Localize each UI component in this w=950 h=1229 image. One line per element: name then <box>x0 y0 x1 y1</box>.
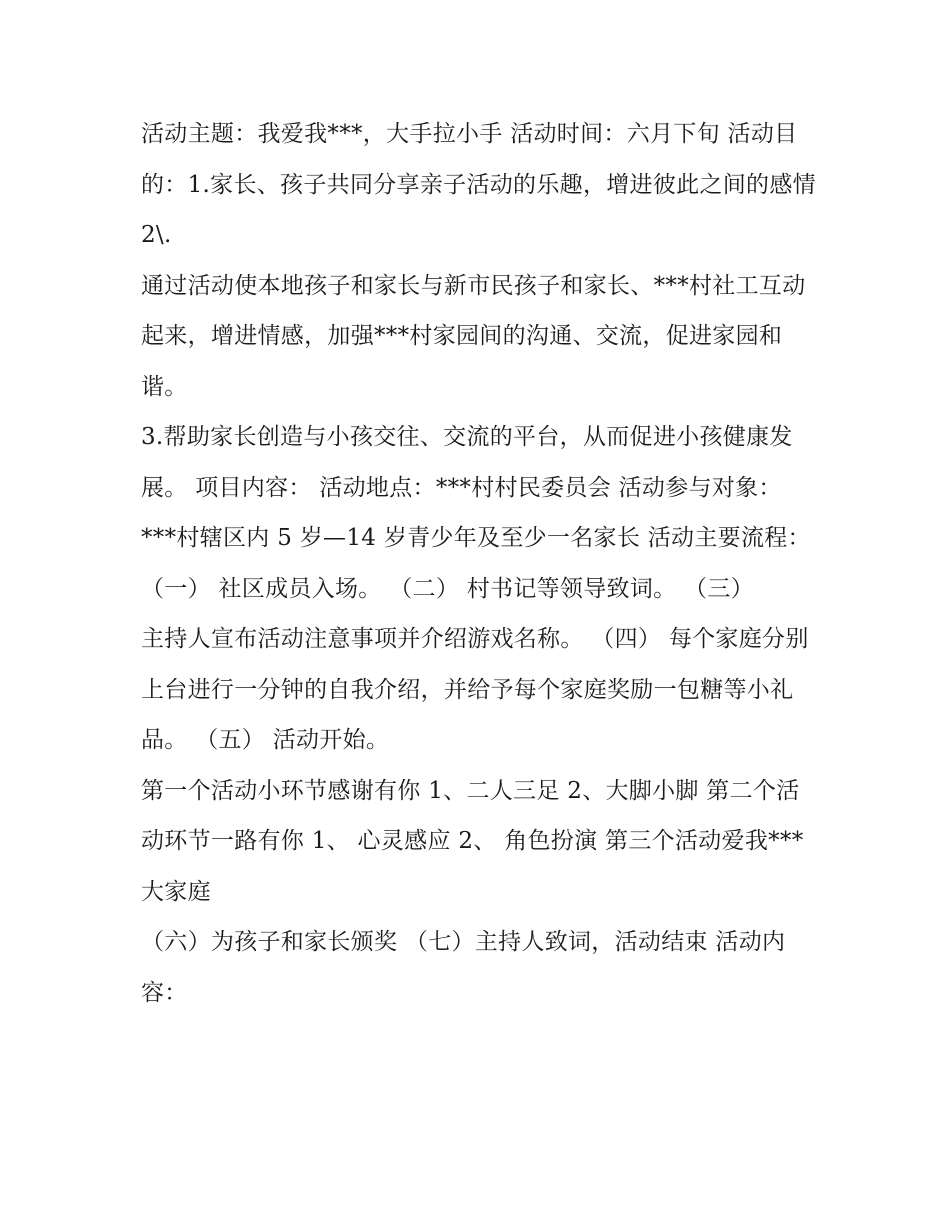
paragraph-participants-and-process: ***村辖区内 5 岁—14 岁青少年及至少一名家长 活动主要流程： （一） 社区成员入场。 （二） 村书记等领导致词。 （三） <box>141 525 819 602</box>
document-body <box>141 109 824 1018</box>
paragraph-activity-segments: 第一个活动小环节感谢有你 1、二人三足 2、大脚小脚 第二个活动环节一路有你 1、 心灵感应 2、 角色扮演 第三个活动爱我***大家庭 <box>141 777 804 905</box>
paragraph-activity-theme: 活动主题：我爱我***，大手拉小手 活动时间：六月下旬 活动目的：1.家长、孩子共同分享亲子活动的乐趣，增进彼此之间的感情 2\. <box>141 121 824 248</box>
paragraph-activity-purpose: 通过活动使本地孩子和家长与新市民孩子和家长、***村社工互动起来，增进情感，加强***村家园间的沟通、交流，促进家园和谐。 <box>141 272 806 400</box>
paragraph-host-announcement: 主持人宣布活动注意事项并介绍游戏名称。 （四） 每个家庭分别上台进行一分钟的自我介绍，并给予每个家庭奖励一包糖等小礼品。 （五） 活动开始。 <box>141 626 809 753</box>
paragraph-platform-and-location: 3.帮助家长创造与小孩交往、交流的平台，从而促进小孩健康发展。 项目内容： 活动地点：***村村民委员会 活动参与对象： <box>141 424 793 501</box>
paragraph-awards-and-closing: （六）为孩子和家长颁奖 （七）主持人致词，活动结束 活动内容： <box>141 929 786 1006</box>
